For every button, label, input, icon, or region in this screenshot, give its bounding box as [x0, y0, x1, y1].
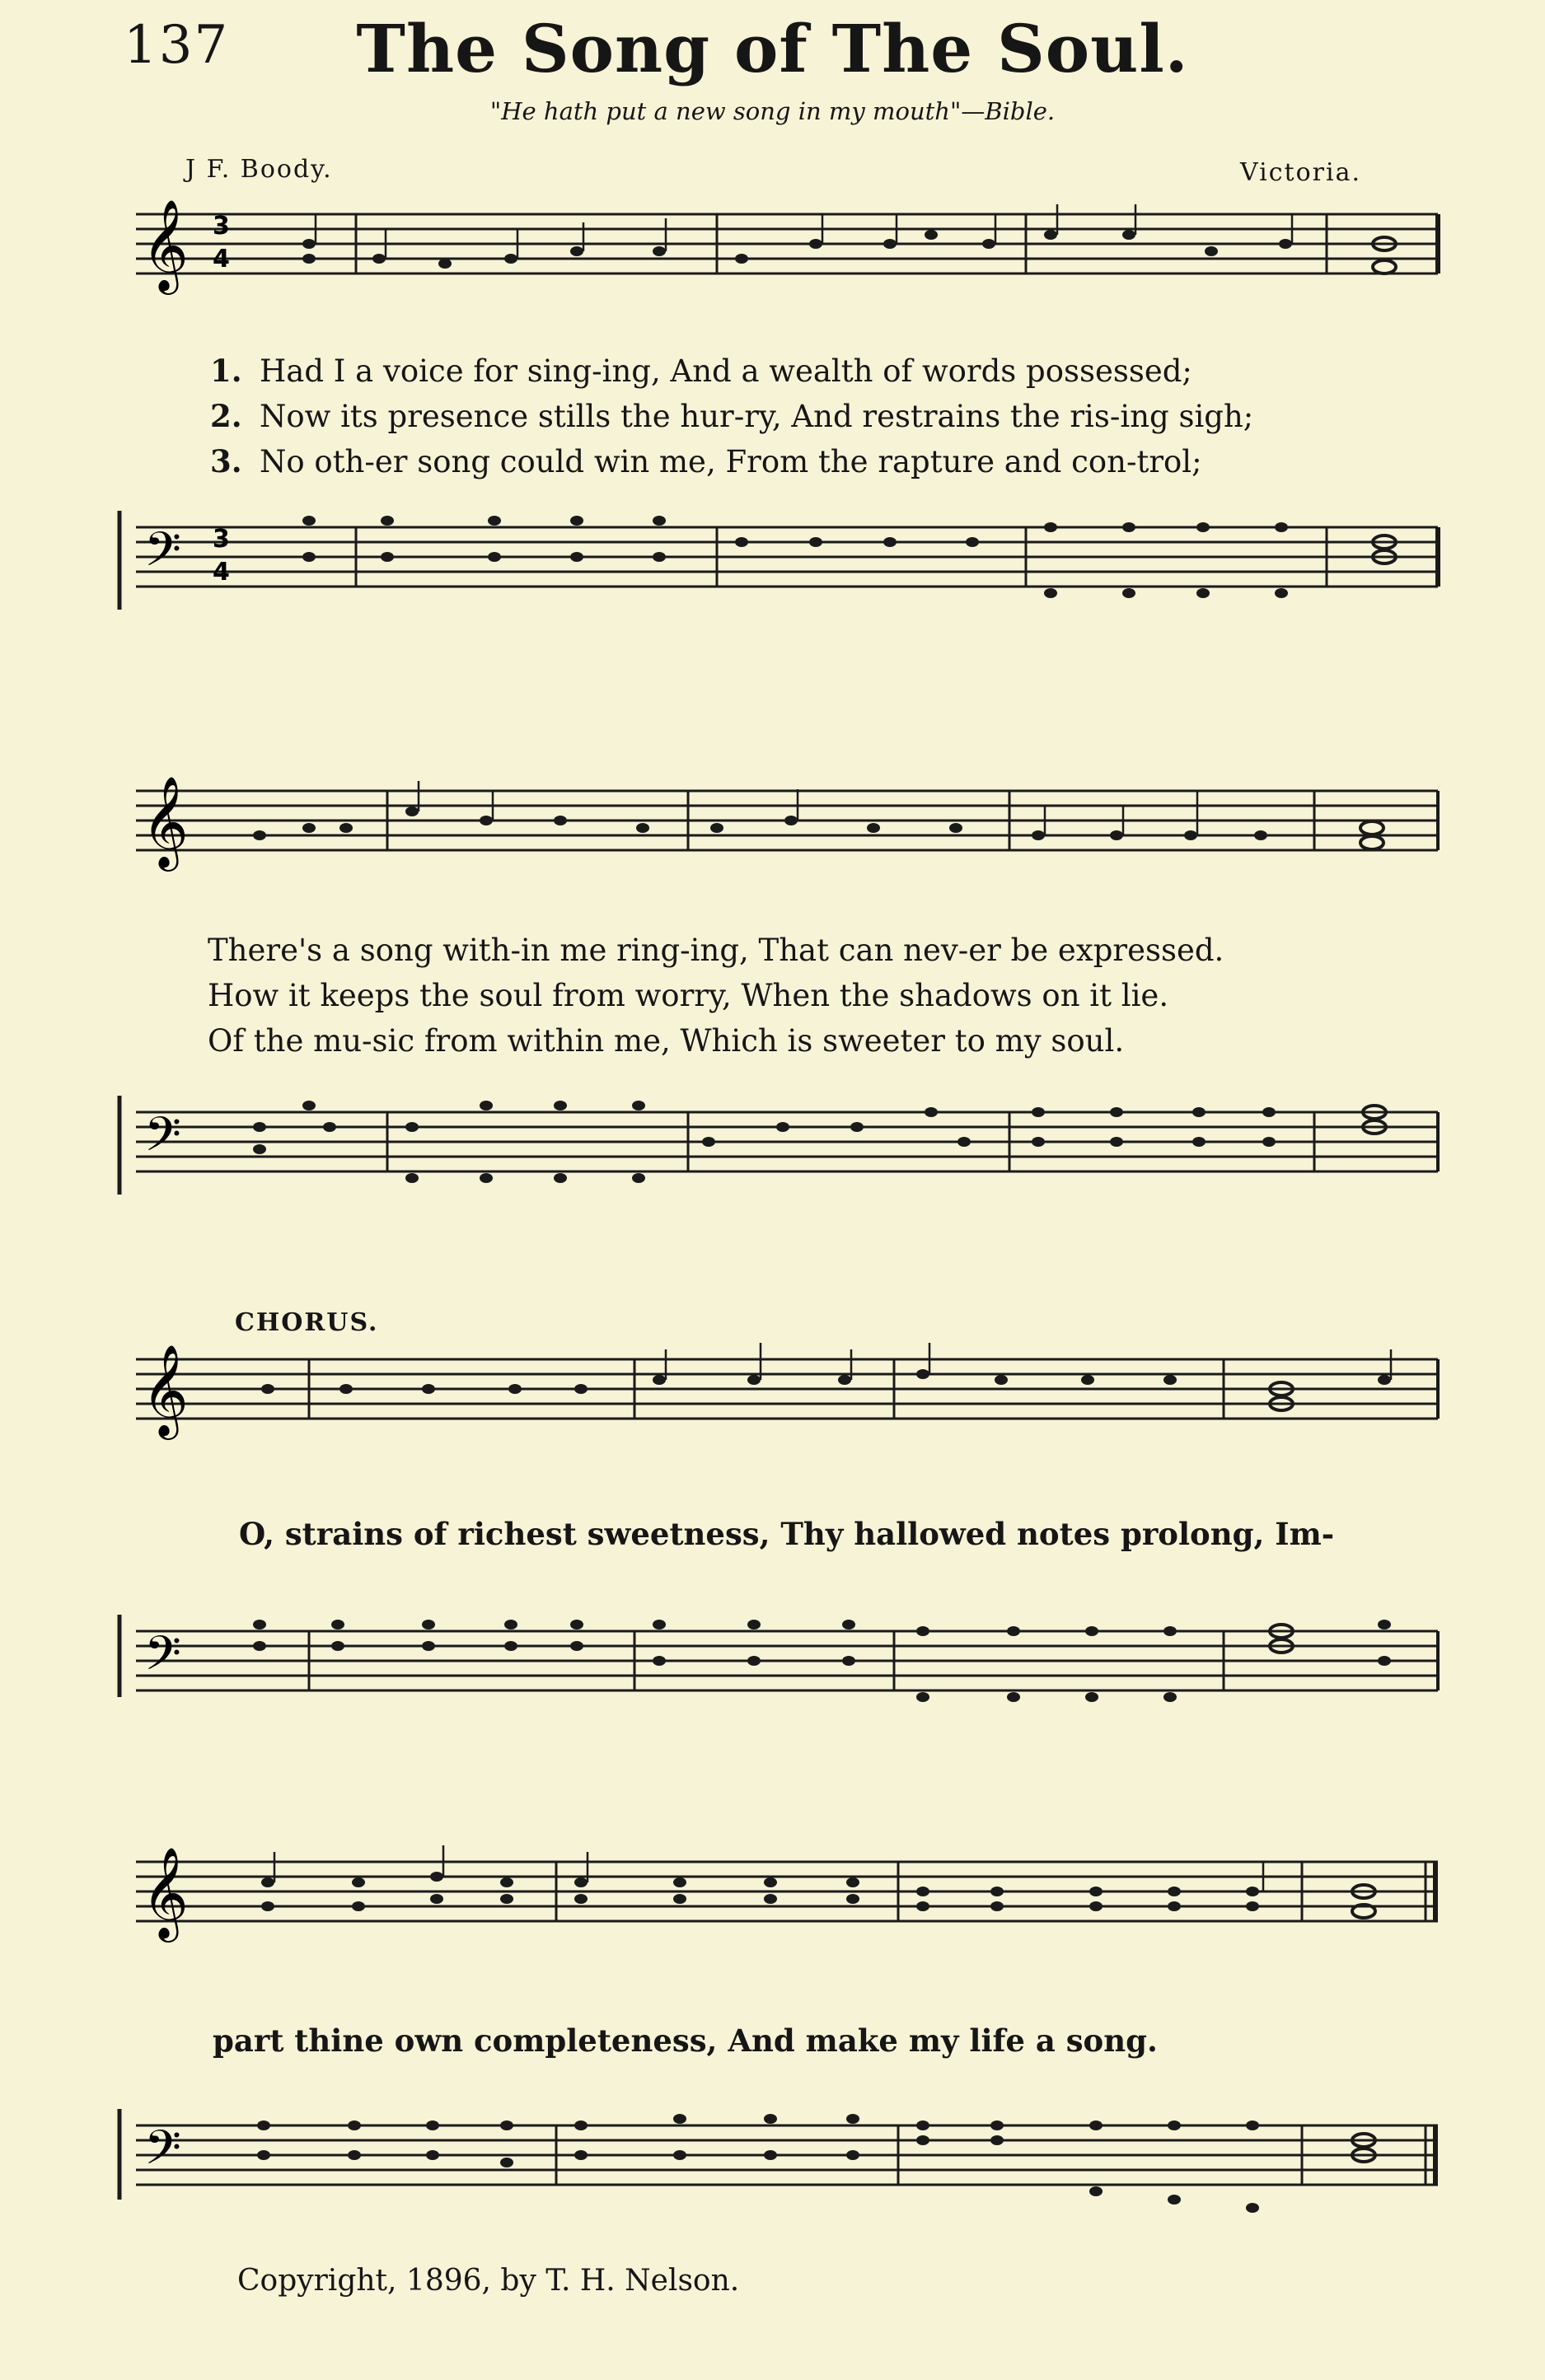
- svg-text:𝄞: 𝄞: [142, 1846, 189, 1938]
- verse3-line2: Of the mu-sic from within me, Which is sweeter to my soul.: [208, 1023, 1125, 1059]
- system-2-bass-staff: [0, 1096, 1545, 1219]
- system-4-bass-staff: [0, 2109, 1545, 2241]
- page-number: 137: [124, 15, 230, 76]
- svg-text:4: 4: [213, 558, 230, 587]
- verse1-line2: There's a song with-in me ring-ing, That can nev-er be expressed.: [208, 933, 1224, 968]
- system-3-treble-staff: [0, 1343, 1545, 1450]
- author-credit: J F. Boody.: [185, 155, 333, 184]
- svg-text:𝄞: 𝄞: [142, 199, 189, 291]
- hymn-title: The Song of The Soul.: [356, 10, 1189, 87]
- chorus-line2: part thine own completeness, And make my life a song.: [213, 2022, 1158, 2059]
- tune-name: Victoria.: [1240, 158, 1362, 187]
- svg-text:𝄞: 𝄞: [142, 775, 189, 867]
- verse1-line1: 1. Had I a voice for sing-ing, And a wealth of words possessed;: [210, 353, 1192, 389]
- system-1-treble-staff: [0, 198, 1545, 305]
- chorus-label: CHORUS.: [235, 1308, 379, 1337]
- svg-text:𝄞: 𝄞: [142, 1344, 189, 1436]
- system-2-treble-staff: [0, 774, 1545, 881]
- system-1-bass-staff: [0, 511, 1545, 634]
- copyright-notice: Copyright, 1896, by T. H. Nelson.: [237, 2264, 740, 2298]
- verse3-line1: 3. No oth-er song could win me, From the rapture and con-trol;: [210, 443, 1202, 479]
- svg-text:𝄢: 𝄢: [144, 1106, 182, 1174]
- svg-text:𝄢: 𝄢: [144, 2120, 182, 2187]
- svg-text:3: 3: [213, 212, 230, 241]
- svg-text:3: 3: [213, 525, 230, 554]
- system-4-treble-staff: [0, 1845, 1545, 1952]
- epigraph: "He hath put a new song in my mouth"—Bible.: [489, 97, 1056, 125]
- svg-text:4: 4: [213, 245, 230, 274]
- svg-text:𝄢: 𝄢: [144, 1625, 182, 1693]
- chorus-line1: O, strains of richest sweetness, Thy hallowed notes prolong, Im-: [239, 1516, 1335, 1552]
- verse2-line2: How it keeps the soul from worry, When the shadows on it lie.: [208, 978, 1169, 1013]
- verse2-line1: 2. Now its presence stills the hur-ry, And restrains the ris-ing sigh;: [210, 398, 1254, 434]
- system-3-bass-staff: [0, 1615, 1545, 1738]
- svg-text:𝄢: 𝄢: [144, 521, 182, 589]
